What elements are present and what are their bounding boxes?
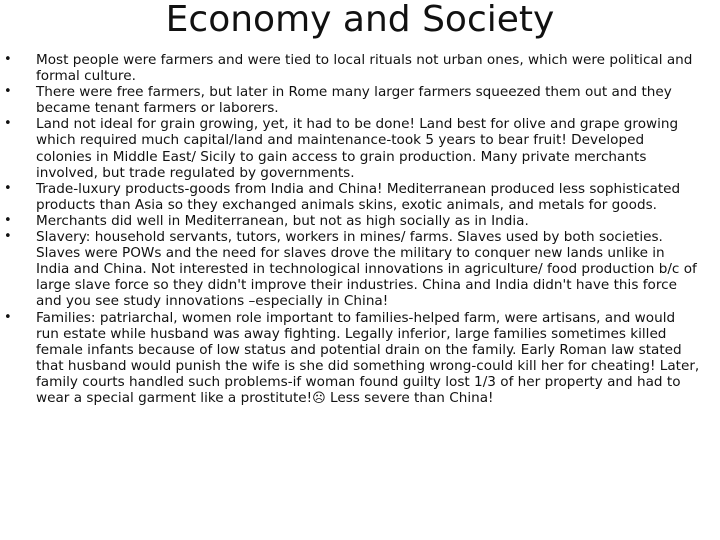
bullet-dot-icon: •	[4, 309, 12, 325]
bullet-free-farmers	[4, 84, 700, 117]
bullet-text: Slavery: household servants, tutors, workers in mines/ farms. Slaves used by both societies. Slaves were POWs and the need for slaves drove the military to conquer new lands unlike in India and China. Not interested in technological innovations in agriculture/ food production b/c of large slave force so they didn't improve their industries. China and India didn't have this force and you see study innovations –especially in China!	[36, 229, 697, 310]
bullet-text: Families: patriarchal, women role important to families-helped farm, were artisans, and would run estate while husband was away fighting. Legally inferior, large families sometimes killed female infants because of low status and potential drain on the family. Early Roman law stated that husband would punish the wife is she did something wrong-could kill her for cheating! Later, family courts handled such problems-if woman found guilty lost 1/3 of her property and had to wear a special garment like a prostitute!	[36, 309, 700, 406]
bullet-list	[4, 52, 700, 407]
bullet-text: Merchants did well in Mediterranean, but not as high socially as in India.	[36, 212, 529, 229]
bullet-dot-icon: •	[4, 52, 12, 67]
bullet-dot-icon: •	[4, 180, 12, 196]
bullet-text: There were free farmers, but later in Rome many larger farmers squeezed them out and they became tenant farmers or laborers.	[36, 84, 672, 117]
bullet-text-suffix: Less severe than China!	[325, 389, 494, 406]
bullet-dot-icon: •	[4, 116, 12, 132]
bullet-dot-icon: •	[4, 212, 12, 228]
bullet-families	[4, 309, 700, 408]
bullet-text: Land not ideal for grain growing, yet, it had to be done! Land best for olive and grape growing which required much capital/land and maintenance-took 5 years to bear fruit! Developed colonies in Middle East/ Sicily to gain access to grain production. Many private merchants involved, but trade regulated by governments.	[36, 116, 679, 181]
bullet-dot-icon: •	[4, 84, 12, 100]
bullet-merchants	[4, 212, 700, 229]
bullet-farmers-rituals	[4, 52, 700, 85]
bullet-land-grain	[4, 116, 700, 181]
slide-title: Economy and Society	[165, 0, 555, 40]
bullet-trade-luxury	[4, 180, 700, 213]
bullet-slavery	[4, 229, 700, 310]
frowning-face-icon: ☹	[312, 390, 326, 406]
bullet-text: Most people were farmers and were tied to local rituals not urban ones, which were political and formal culture.	[36, 52, 693, 85]
bullet-text: Trade-luxury products-goods from India and China! Mediterranean produced less sophisticated products than Asia so they exchanged animals skins, exotic animals, and metals for goods.	[36, 180, 681, 213]
bullet-dot-icon: •	[4, 229, 12, 245]
